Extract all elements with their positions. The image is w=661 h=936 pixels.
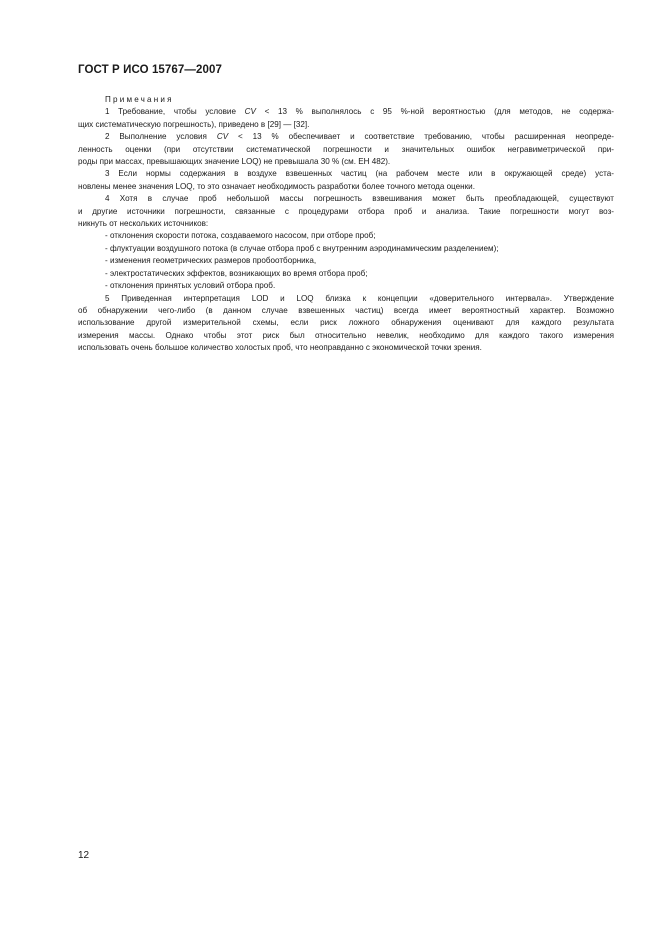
note-line: 4 Хотя в случае проб небольшой массы погрешность взвешивания может быть преобладающей, существуют — [105, 194, 614, 204]
note-line: - электростатических эффектов, возникающих во время отбора проб; — [105, 268, 368, 278]
note-line: ленность оценки (при отсутствии систематической погрешности и значительных ошибок негравиметрической при- — [78, 144, 614, 154]
note-line: 2 Выполнение условия CV < 13 % обеспечивает и соответствие требованию, чтобы расширенная неопреде- — [105, 132, 614, 142]
note-line: щих систематическую погрешность), приведено в [29] — [32]. — [78, 119, 310, 129]
note-line: - отклонения принятых условий отбора проб. — [105, 281, 276, 291]
notes-heading: Примечания — [105, 95, 174, 104]
note-line: - изменения геометрических размеров пробоотборника, — [105, 256, 317, 266]
note-line: новлены менее значения LOQ, то это означает необходимость разработки более точного метода оценки. — [78, 181, 475, 191]
note-line: использовать очень большое количество холостых проб, что неоправданно с экономической точки зрения. — [78, 343, 482, 353]
note-line: - отклонения скорости потока, создаваемого насосом, при отборе проб; — [105, 231, 376, 241]
note-line: использование другой измерительной схемы, если риск ложного обнаружения оценивают для каждого результата — [78, 318, 614, 328]
note-line: 3 Если нормы содержания в воздухе взвешенных частиц (на рабочем месте или в окружающей среде) уста- — [105, 169, 614, 179]
note-line: - флуктуации воздушного потока (в случае отбора проб с внутренним аэродинамическим разделением); — [105, 243, 499, 253]
note-line: и другие источники погрешности, связанные с процедурами отбора проб и анализа. Такие погрешности могут воз- — [78, 206, 614, 216]
document-header: ГОСТ Р ИСО 15767—2007 — [78, 64, 223, 76]
note-line: измерения массы. Однако чтобы этот риск был относительно невелик, необходимо для каждого такого измерения — [78, 330, 614, 340]
page-number: 12 — [78, 850, 90, 861]
note-line: 1 Требование, чтобы условие CV < 13 % выполнялось с 95 %-ной вероятностью (для методов, не содержа- — [105, 107, 614, 117]
notes-section — [78, 94, 614, 355]
note-line: никнуть от нескольких источников: — [78, 219, 209, 229]
note-line: роды при массах, превышающих значение LOQ) не превышала 30 % (см. ЕН 482). — [78, 157, 391, 167]
notes-body — [78, 106, 614, 354]
note-line: об обнаружении чего-либо (в данном случае взвешенных частиц) всегда имеет вероятностный характер. Возможно — [78, 305, 614, 315]
note-line: 5 Приведенная интерпретация LOD и LOQ близка к концепции «доверительного интервала». Утверждение — [105, 293, 614, 303]
